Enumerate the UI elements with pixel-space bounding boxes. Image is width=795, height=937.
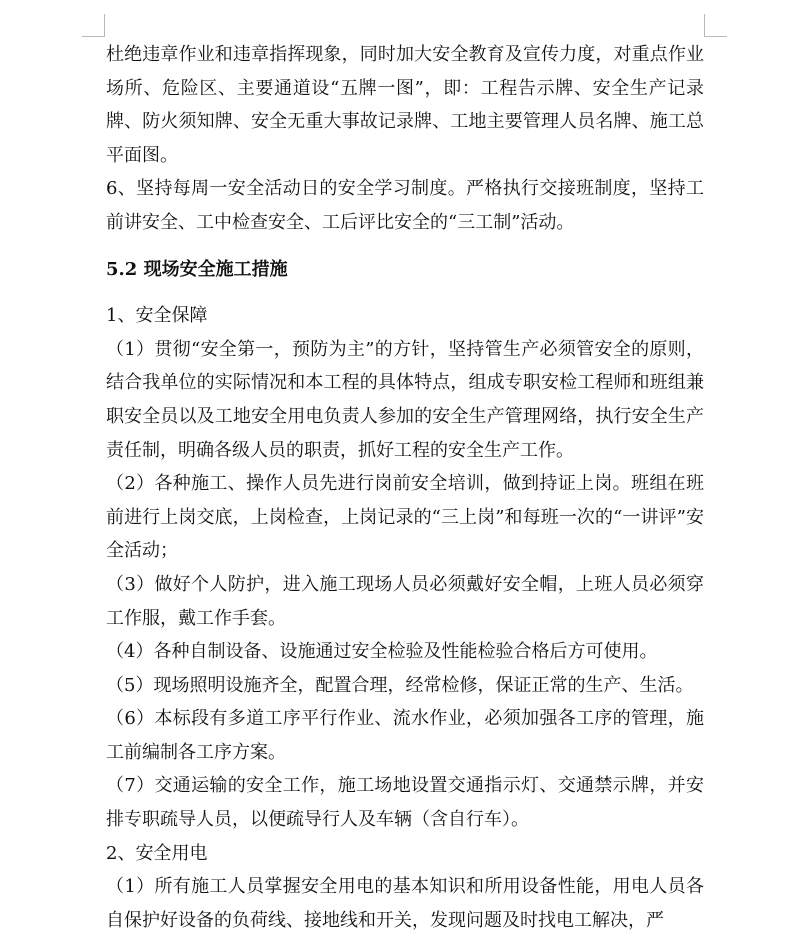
subsection-title: 1、安全保障: [106, 305, 208, 327]
list-item: （7）交通运输的安全工作，施工场地设置交通指示灯、交通禁示牌，并安排专职疏导人员，以便疏导行人及车辆（含自行车）。: [106, 775, 704, 831]
page-corner-mark-top-right: [704, 14, 727, 37]
paragraph: 杜绝违章作业和违章指挥现象，同时加大安全教育及宣传力度，对重点作业场所、危险区、主要通道设“五牌一图”，即：工程告示牌、安全生产记录牌、防火须知牌、安全无重大事故记录牌、工地主要管理人员名牌、施工总平面图。: [106, 44, 704, 166]
section-heading: 5.2 现场安全施工措施: [106, 258, 288, 280]
list-item: （1）贯彻“安全第一，预防为主”的方针，坚持管生产必须管安全的原则，结合我单位的实际情况和本工程的具体特点，组成专职安检工程师和班组兼职安全员以及工地安全用电负责人参加的安全生产管理网络，执行安全生产责任制，明确各级人员的职责，抓好工程的安全生产工作。: [106, 338, 704, 461]
paragraph: 6、坚持每周一安全活动日的安全学习制度。严格执行交接班制度，坚持工前讲安全、工中检查安全、工后评比安全的“三工制”活动。: [106, 178, 704, 233]
document-body: [106, 38, 704, 937]
page-corner-mark-top-left: [82, 14, 105, 37]
list-item: （6）本标段有多道工序平行作业、流水作业，必须加强各工序的管理，施工前编制各工序方案。: [106, 708, 704, 763]
list-item: （5）现场照明设施齐全，配置合理，经常检修，保证正常的生产、生活。: [106, 674, 694, 696]
subsection-title: 2、安全用电: [106, 842, 208, 864]
list-item: （2）各种施工、操作人员先进行岗前安全培训，做到持证上岗。班组在班前进行上岗交底，上岗检查，上岗记录的“三上岗”和每班一次的“一讲评”安全活动；: [106, 473, 704, 562]
list-item: （4）各种自制设备、设施通过安全检验及性能检验合格后方可使用。: [106, 641, 658, 663]
list-item: （1）所有施工人员掌握安全用电的基本知识和所用设备性能，用电人员各自保护好设备的负荷线、接地线和开关，发现问题及时找电工解决，严: [106, 876, 704, 931]
list-item: （3）做好个人防护，进入施工现场人员必须戴好安全帽，上班人员必须穿工作服，戴工作手套。: [106, 573, 704, 629]
